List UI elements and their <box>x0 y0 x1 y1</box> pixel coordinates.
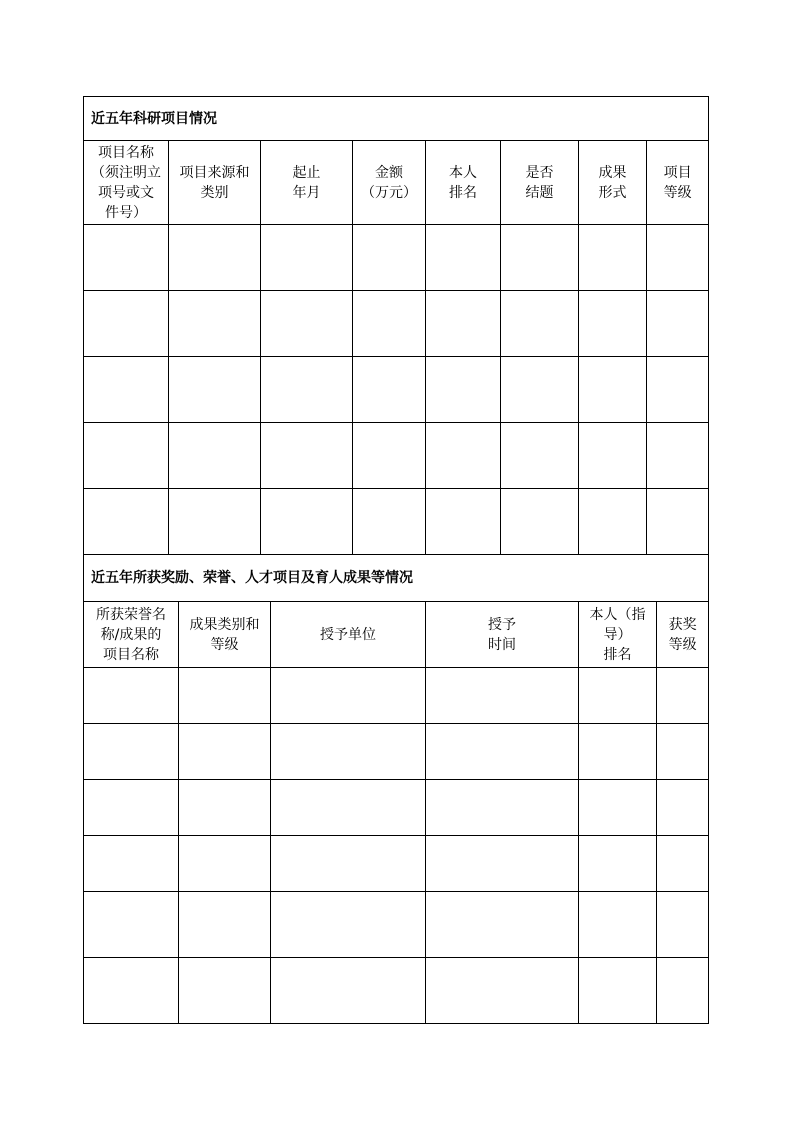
cell-project-level[interactable] <box>647 423 709 489</box>
cell-category-level[interactable] <box>179 836 271 892</box>
cell-result-form[interactable] <box>579 357 647 423</box>
cell-project-level[interactable] <box>647 225 709 291</box>
header-self-rank: 本人 排名 <box>426 141 501 225</box>
cell-amount[interactable] <box>353 489 426 555</box>
section2-entry-row <box>84 724 709 780</box>
section2-entry-row <box>84 892 709 958</box>
section1-title: 近五年科研项目情况 <box>84 97 709 141</box>
cell-amount[interactable] <box>353 225 426 291</box>
header-start-end-date: 起止 年月 <box>261 141 353 225</box>
cell-project-level[interactable] <box>647 291 709 357</box>
cell-category-level[interactable] <box>179 958 271 1024</box>
cell-grant-time[interactable] <box>426 958 579 1024</box>
cell-grant-time[interactable] <box>426 780 579 836</box>
cell-project-level[interactable] <box>647 489 709 555</box>
cell-self-rank[interactable] <box>426 357 501 423</box>
cell-result-form[interactable] <box>579 489 647 555</box>
cell-project-source[interactable] <box>169 357 261 423</box>
cell-advisor-rank[interactable] <box>579 668 657 724</box>
cell-start-end-date[interactable] <box>261 291 353 357</box>
cell-project-name[interactable] <box>84 225 169 291</box>
section1-entry-row <box>84 489 709 555</box>
cell-self-rank[interactable] <box>426 291 501 357</box>
section2-entry-row <box>84 958 709 1024</box>
cell-award-level[interactable] <box>657 958 709 1024</box>
section2-header-row <box>84 602 709 668</box>
cell-concluded[interactable] <box>501 291 579 357</box>
section2-entry-row <box>84 836 709 892</box>
cell-project-source[interactable] <box>169 291 261 357</box>
cell-granting-unit[interactable] <box>271 892 426 958</box>
cell-project-source[interactable] <box>169 489 261 555</box>
cell-advisor-rank[interactable] <box>579 892 657 958</box>
header-honor-name: 所获荣誉名 称/成果的 项目名称 <box>84 602 179 668</box>
section1-entry-row <box>84 225 709 291</box>
cell-grant-time[interactable] <box>426 836 579 892</box>
cell-award-level[interactable] <box>657 724 709 780</box>
cell-amount[interactable] <box>353 357 426 423</box>
cell-concluded[interactable] <box>501 225 579 291</box>
header-result-form: 成果 形式 <box>579 141 647 225</box>
cell-result-form[interactable] <box>579 423 647 489</box>
cell-self-rank[interactable] <box>426 423 501 489</box>
cell-result-form[interactable] <box>579 225 647 291</box>
section2-title: 近五年所获奖励、荣誉、人才项目及育人成果等情况 <box>84 555 709 602</box>
cell-grant-time[interactable] <box>426 668 579 724</box>
cell-award-level[interactable] <box>657 668 709 724</box>
cell-project-source[interactable] <box>169 225 261 291</box>
cell-self-rank[interactable] <box>426 489 501 555</box>
header-grant-time: 授予 时间 <box>426 602 579 668</box>
section2-entry-row <box>84 668 709 724</box>
cell-honor-name[interactable] <box>84 958 179 1024</box>
cell-advisor-rank[interactable] <box>579 958 657 1024</box>
cell-start-end-date[interactable] <box>261 357 353 423</box>
cell-self-rank[interactable] <box>426 225 501 291</box>
section2-entry-row <box>84 780 709 836</box>
cell-honor-name[interactable] <box>84 836 179 892</box>
application-form <box>83 96 708 1025</box>
cell-honor-name[interactable] <box>84 780 179 836</box>
cell-grant-time[interactable] <box>426 724 579 780</box>
header-advisor-rank: 本人（指导） 排名 <box>579 602 657 668</box>
cell-honor-name[interactable] <box>84 724 179 780</box>
cell-amount[interactable] <box>353 291 426 357</box>
section1-title-row <box>84 97 709 141</box>
cell-project-name[interactable] <box>84 423 169 489</box>
cell-start-end-date[interactable] <box>261 225 353 291</box>
cell-advisor-rank[interactable] <box>579 724 657 780</box>
header-granting-unit: 授予单位 <box>271 602 426 668</box>
section1-header-row <box>84 141 709 225</box>
cell-amount[interactable] <box>353 423 426 489</box>
section1-entry-row <box>84 291 709 357</box>
cell-start-end-date[interactable] <box>261 423 353 489</box>
header-award-level: 获奖 等级 <box>657 602 709 668</box>
cell-project-name[interactable] <box>84 291 169 357</box>
cell-granting-unit[interactable] <box>271 780 426 836</box>
header-project-level: 项目 等级 <box>647 141 709 225</box>
cell-concluded[interactable] <box>501 489 579 555</box>
header-amount: 金额 （万元） <box>353 141 426 225</box>
cell-granting-unit[interactable] <box>271 724 426 780</box>
cell-advisor-rank[interactable] <box>579 836 657 892</box>
cell-granting-unit[interactable] <box>271 668 426 724</box>
cell-category-level[interactable] <box>179 668 271 724</box>
cell-granting-unit[interactable] <box>271 836 426 892</box>
cell-project-level[interactable] <box>647 357 709 423</box>
cell-start-end-date[interactable] <box>261 489 353 555</box>
header-category-level: 成果类别和 等级 <box>179 602 271 668</box>
cell-category-level[interactable] <box>179 892 271 958</box>
cell-granting-unit[interactable] <box>271 958 426 1024</box>
header-concluded: 是否 结题 <box>501 141 579 225</box>
section2-title-row <box>84 555 709 602</box>
cell-award-level[interactable] <box>657 780 709 836</box>
form-table <box>83 96 709 1024</box>
header-project-name: 项目名称 （须注明立 项号或文 件号） <box>84 141 169 225</box>
section1-entry-row <box>84 423 709 489</box>
cell-grant-time[interactable] <box>426 892 579 958</box>
section1-entry-row <box>84 357 709 423</box>
cell-project-name[interactable] <box>84 489 169 555</box>
header-project-source: 项目来源和 类别 <box>169 141 261 225</box>
cell-category-level[interactable] <box>179 780 271 836</box>
cell-category-level[interactable] <box>179 724 271 780</box>
cell-concluded[interactable] <box>501 423 579 489</box>
cell-honor-name[interactable] <box>84 892 179 958</box>
cell-award-level[interactable] <box>657 892 709 958</box>
cell-project-source[interactable] <box>169 423 261 489</box>
cell-project-name[interactable] <box>84 357 169 423</box>
cell-award-level[interactable] <box>657 836 709 892</box>
cell-concluded[interactable] <box>501 357 579 423</box>
cell-advisor-rank[interactable] <box>579 780 657 836</box>
cell-honor-name[interactable] <box>84 668 179 724</box>
cell-result-form[interactable] <box>579 291 647 357</box>
